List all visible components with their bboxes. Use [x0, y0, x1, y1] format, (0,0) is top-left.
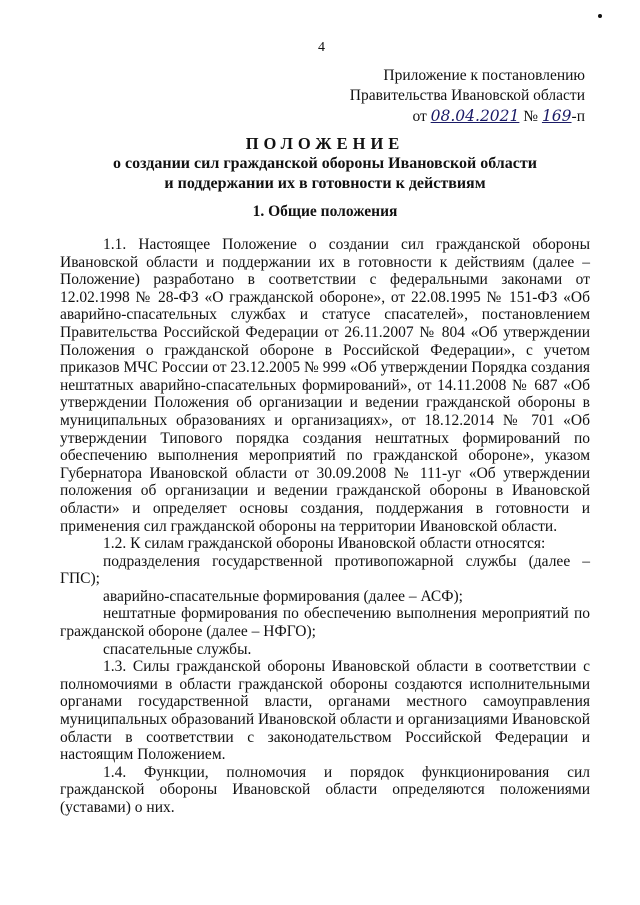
- from-label: от: [412, 108, 427, 125]
- approval-block: [350, 66, 585, 127]
- list-item: нештатные формирования по обеспечению выполнения мероприятий по гражданской обороне (далее – НФГО);: [60, 605, 590, 641]
- paragraph-1-2: 1.2. К силам гражданской обороны Ивановской области относятся:: [103, 535, 546, 553]
- list-item: спасательные службы.: [103, 640, 252, 658]
- handwritten-number: 169: [541, 107, 572, 125]
- page-number: 4: [318, 40, 325, 55]
- list-item: аварийно-спасательные формирования (далее – АСФ);: [103, 587, 463, 605]
- number-suffix: -п: [571, 108, 585, 125]
- document-title: [60, 134, 590, 194]
- title-sub-1: о создании сил гражданской обороны Ивановской области: [113, 155, 537, 172]
- document-body: [60, 236, 590, 817]
- paragraph-1-3: 1.3. Силы гражданской обороны Ивановской области в соответствии с полномочиями в области гражданской обороны создаются исполнительными органами государственной власти, органами местного самоуправления муниципальных образований Ивановской области и организациями Ивановской области в соответствии с законодательством Российской Федерации и настоящим Положением.: [60, 658, 591, 764]
- scan-dot: [598, 14, 602, 18]
- number-label: №: [523, 108, 539, 125]
- approval-line-3: [350, 106, 585, 127]
- paragraph-1-4: 1.4. Функции, полномочия и порядок функционирования сил гражданской обороны Ивановской области определяются положениями (уставами) о них.: [60, 763, 590, 816]
- section-heading: 1. Общие положения: [252, 203, 398, 220]
- approval-line-2: Правительства Ивановской области: [349, 87, 585, 104]
- approval-line-1: Приложение к постановлению: [383, 67, 585, 84]
- title-main: ПОЛОЖЕНИЕ: [245, 134, 405, 153]
- handwritten-date: 08.04.2021: [430, 107, 520, 125]
- list-item: подразделения государственной противопожарной службы (далее – ГПС);: [60, 552, 590, 588]
- title-sub-2: и поддержании их в готовности к действиям: [164, 175, 486, 192]
- paragraph-1-1: 1.1. Настоящее Положение о создании сил гражданской обороны Ивановской области и поддержании их в готовности к действиям (далее – Положение) разработано в соответствии с федеральными законами от 12.02.1998 № 28-ФЗ «О гражданской обороне», от 22.08.1995 № 151-ФЗ «Об аварийно-спасательных службах и статусе спасателей», постановлением Правительства Российской Федерации от 26.11.2007 № 804 «Об утверждении Положения о гражданской обороне в Российской Федерации», с учетом приказов МЧС России от 23.12.2005 № 999 «Об утверждении Порядка создания нештатных аварийно-спасательных формирований», от 14.11.2008 № 687 «Об утверждении Положения об организации и ведении гражданской обороны в муниципальных образованиях и организациях», от 18.12.2014 № 701 «Об утверждении Типового порядка создания нештатных формирований по обеспечению выполнения мероприятий по гражданской обороне», указом Губернатора Ивановской области от 30.09.2008 № 111-уг «Об утверждении положения об организации и ведении гражданской обороны в Ивановской области» и определяет основы создания, поддержания в готовности и применения сил гражданской обороны на территории Ивановской области.: [60, 236, 590, 535]
